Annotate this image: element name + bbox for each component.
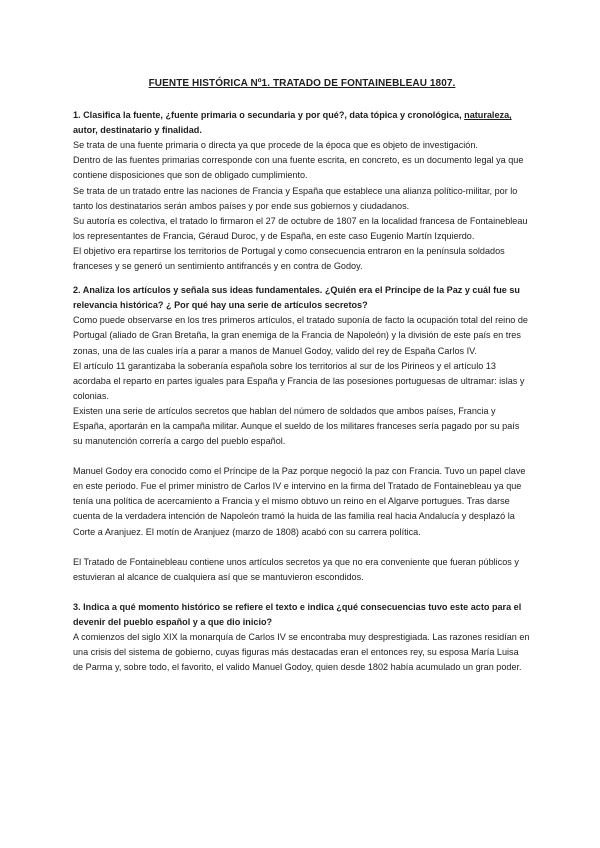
question-1: [73, 108, 531, 138]
spacer: [73, 449, 531, 464]
answer-2-godoy: Manuel Godoy era conocido como el Príncipe de la Paz porque negoció la paz con Francia. Tuvo un papel clave en este periodo. Fue el primer ministro de Carlos IV e intervino en la firma del Tratado de Fontainebleau ya que tenía una política de acercamiento a Francia y el mismo obtuvo un reino en el Algarve portugues. Tras darse cuenta de la verdadera intención de Napoleón tramó la huida de las familia real hacia Andalucía y desplazó la Corte a Aranjuez. El motín de Aranjuez (marzo de 1808) acabó con su carrera política.: [73, 466, 526, 537]
answer-1-p1: Se trata de una fuente primaria o directa ya que procede de la época que es objeto de investigación.: [73, 140, 478, 151]
spacer: [73, 585, 531, 600]
document-body: [73, 76, 531, 675]
document-title: FUENTE HISTÓRICA Nº1. TRATADO DE FONTAINEBLEAU 1807.: [148, 78, 456, 89]
answer-2-secret-articles: El Tratado de Fontainebleau contiene unos artículos secretos ya que no era conveniente que fueran públicos y estuvieran al alcance de cualquiera así que se mantuvieron escondidos.: [73, 556, 519, 582]
answer-1-p5: El objetivo era repartirse los territorios de Portugal y como consecuencia entraron en la península soldados franceses y se generó un sentimiento antifrancés y en contra de Godoy.: [73, 245, 505, 272]
answer-2-p2: El artículo 11 garantizaba la soberanía española sobre los territorios al sur de los Pirineos y el artículo 13 acordaba el reparto en partes iguales para España y Francia de las posesiones portuguesas de ultramar: islas y colonias.: [73, 360, 525, 401]
question-2: 2. Analiza los artículos y señala sus ideas fundamentales. ¿Quién era el Príncipe de la Paz y cuál fue su relevancia histórica? ¿ Por qué hay una serie de artículos secretos?: [73, 285, 520, 311]
answer-1-p3: Se trata de un tratado entre las naciones de Francia y España que establece una alianza político-militar, por lo tanto los destinatarios serán ambos países y por ende sus gobiernos y ciudadanos.: [73, 185, 518, 211]
answer-2-p1: Como puede observarse en los tres primeros artículos, el tratado suponía de facto la ocupación total del reino de Portugal (aliado de Gran Bretaña, la gran enemiga de la Francia de Napoleón) y la división de este país en tres zonas, una de las cuales iría a parar a manos de Manuel Godoy, valido del rey de España Carlos IV.: [73, 315, 528, 356]
answer-1-p4: Su autoría es colectiva, el tratado lo firmaron el 27 de octubre de 1807 en la localidad francesa de Fontainebleau los representantes de Francia, Géraud Duroc, y de España, en este caso Eugenio Martín Izquierdo.: [73, 215, 528, 241]
answer-2-p3: Existen una serie de artículos secretos que hablan del número de soldados que ambos países, Francia y España, aportarán en la campaña militar. Aunque el sueldo de los militares franceses sería pagado por su país su manutención correría a cargo del pueblo español.: [73, 405, 520, 447]
answer-1-p2: Dentro de las fuentes primarias corresponde con una fuente escrita, en concreto, es un documento legal ya que contiene disposiciones que son de obligado cumplimiento.: [73, 155, 524, 181]
question-1-tail: autor, destinatario y finalidad.: [73, 125, 202, 136]
question-3: 3. Indica a qué momento histórico se refiere el texto e indica ¿qué consecuencias tuvo este acto para el devenir del pueblo español y a que dio inicio?: [73, 601, 522, 627]
spacer: [73, 540, 531, 555]
question-1-text: 1. Clasifica la fuente, ¿fuente primaria o secundaria y por qué?, data tópica y cronológica,: [73, 110, 462, 121]
answer-3-p1: A comienzos del siglo XIX la monarquía de Carlos IV se encontraba muy desprestigiada. Las razones residían en una crisis del sistema de gobierno, cuyas figuras más destacadas eran el entonces rey, su esposa María Luisa de Parma y, sobre todo, el favorito, el valido Manuel Godoy, quien desde 1802 había acumulado un gran poder.: [73, 632, 530, 673]
spacer: [73, 274, 531, 283]
question-1-underlined: naturaleza,: [464, 110, 512, 121]
